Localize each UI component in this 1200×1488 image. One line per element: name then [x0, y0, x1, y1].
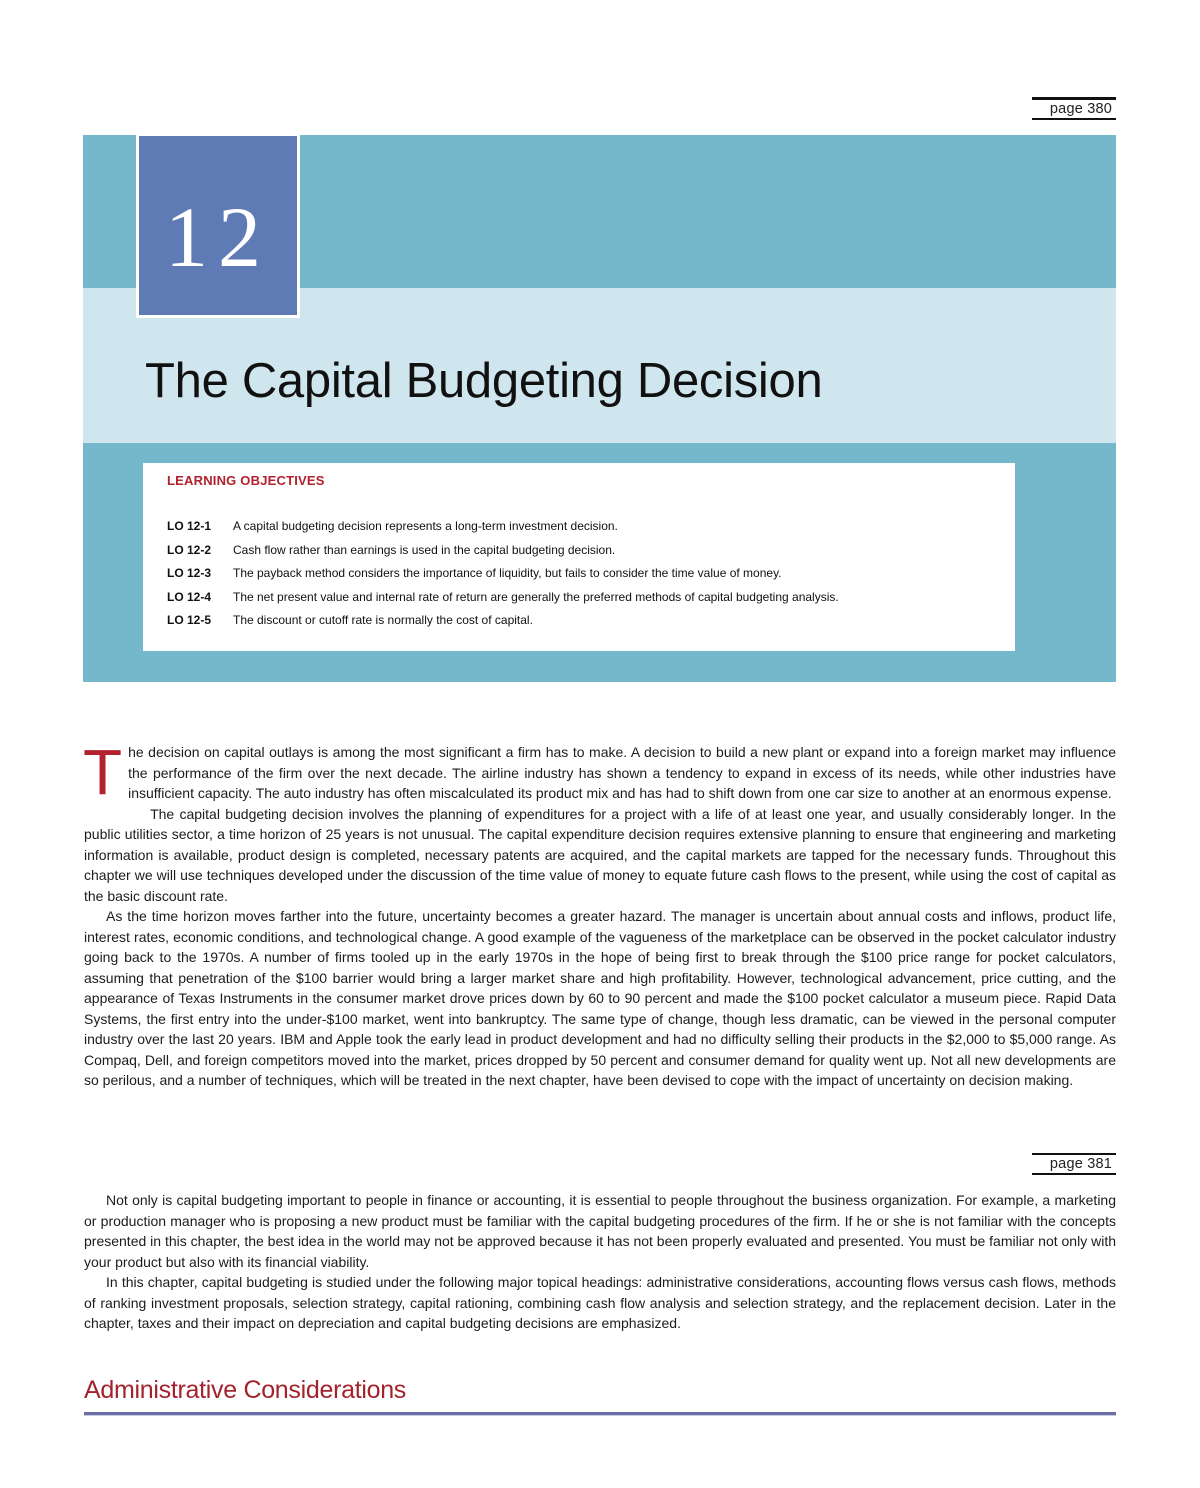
learning-objective-text: A capital budgeting decision represents a long-term investment decision.	[233, 519, 618, 533]
body-paragraph: The capital budgeting decision involves the planning of expenditures for a project with a life of at least one year, and usually considerably longer. In the public utilities sector, a time horizon of 25 years is not unusual. The capital expenditure decision requires extensive planning to ensure that engineering and marketing information is available, product design is completed, necessary patents are acquired, and the capital markets are tapped for the necessary funds. Throughout this chapter we will use techniques developed under the discussion of the time value of money to equate future cash flows to the present, while using the cost of capital as the basic discount rate.	[84, 805, 1116, 904]
learning-objectives-list	[167, 515, 839, 633]
learning-objective-code: LO 12-3	[167, 566, 212, 580]
learning-objective-code: LO 12-5	[167, 613, 212, 627]
learning-objective-item	[167, 609, 839, 633]
chapter-header	[83, 135, 1116, 682]
body-paragraph: As the time horizon moves farther into the future, uncertainty becomes a greater hazard. The manager is uncertain about annual costs and inflows, product life, interest rates, economic conditions, and technological change. A good example of the vagueness of the marketplace can be observed in the pocket calculator industry going back to the 1970s. A number of firms tooled up in the early 1970s in the hope of being first to break through the $100 price range for pocket calculators, assuming that penetration of the $100 barrier would bring a larger market share and high profitability. However, technological advancement, price cutting, and the appearance of Texas Instruments in the consumer market drove prices down by 60 to 90 percent and made the $100 pocket calculator a museum piece. Rapid Data Systems, the first entry into the under-$100 market, went into bankruptcy. The same type of change, though less dramatic, can be viewed in the personal computer industry over the last 20 years. IBM and Apple took the early lead in product development and had no difficulty selling their products in the $2,000 to $5,000 range. As Compaq, Dell, and foreign competitors moved into the market, prices dropped by 50 percent and consumer demand for quality went up. Not all new developments are so perilous, and a number of techniques, which will be treated in the next chapter, have been devised to cope with the impact of uncertainty on decision making.	[84, 908, 1116, 1088]
learning-objective-code: LO 12-1	[167, 519, 212, 533]
body-paragraph: Not only is capital budgeting important to people in finance or accounting, it is essential to people throughout the business organization. For example, a marketing or production manager who is proposing a new product must be familiar with the capital budgeting procedures of the firm. If he or she is not familiar with the concepts presented in this chapter, the best idea in the world may not be approved because it has not been properly evaluated and presented. You must be familiar not only with your product but also with its financial viability.	[84, 1192, 1116, 1270]
body-text-page-381	[84, 1190, 1116, 1334]
learning-objective-text: The net present value and internal rate of return are generally the preferred methods of capital budgeting analysis.	[233, 589, 839, 604]
learning-objective-text: Cash flow rather than earnings is used in the capital budgeting decision.	[233, 542, 616, 557]
learning-objective-item	[167, 515, 839, 539]
learning-objective-code: LO 12-4	[167, 589, 212, 604]
chapter-number: 12	[165, 189, 271, 285]
intro-paragraph-text: he decision on capital outlays is among the most significant a firm has to make. A decision to build a new plant or expand into a foreign market may influence the performance of the firm over the next decade. The airline industry has shown a tendency to expand in excess of its needs, while other industries have insufficient capacity. The auto industry has often miscalculated its product mix and has had to shift down from one car size to another at an enormous expense.	[128, 744, 1116, 801]
section-divider	[84, 1412, 1116, 1416]
section-heading: Administrative Considerations	[84, 1376, 407, 1404]
learning-objective-text: The payback method considers the importance of liquidity, but fails to consider the time value of money.	[233, 566, 782, 580]
drop-cap: T	[83, 736, 123, 808]
page-marker-380: page 380	[1032, 97, 1116, 120]
learning-objective-item	[167, 562, 839, 586]
chapter-number-box	[136, 133, 300, 318]
chapter-title: The Capital Budgeting Decision	[145, 354, 823, 408]
learning-objective-code: LO 12-2	[167, 542, 212, 557]
page-marker-381: page 381	[1032, 1153, 1116, 1175]
body-text-page-380	[83, 736, 1116, 1091]
learning-objectives-heading: LEARNING OBJECTIVES	[167, 473, 325, 488]
learning-objective-item	[167, 539, 839, 563]
learning-objective-text: The discount or cutoff rate is normally the cost of capital.	[233, 613, 533, 627]
learning-objectives-box	[143, 463, 1015, 651]
body-paragraph: In this chapter, capital budgeting is studied under the following major topical headings: administrative considerations, accounting flows versus cash flows, methods of ranking investment proposals, selection strategy, capital rationing, combining cash flow analysis and selection strategy, and the replacement decision. Later in the chapter, taxes and their impact on depreciation and capital budgeting decisions are emphasized.	[84, 1274, 1116, 1331]
intro-paragraph	[83, 736, 1116, 808]
learning-objective-item	[167, 586, 839, 610]
